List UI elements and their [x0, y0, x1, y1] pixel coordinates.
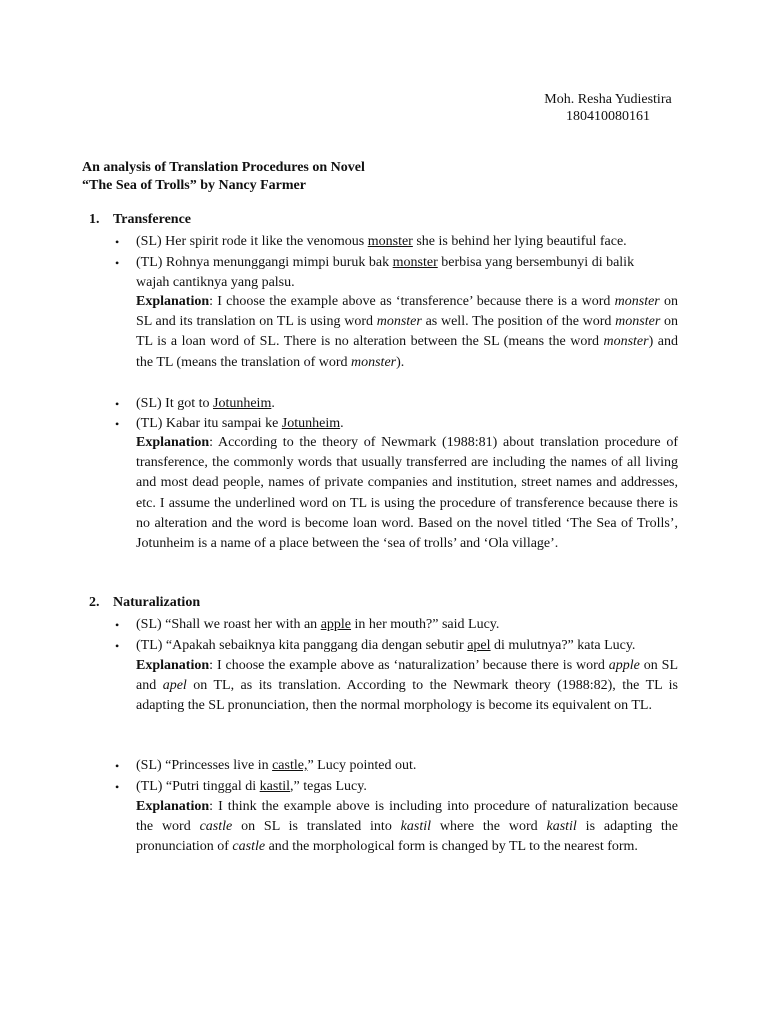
list-item-sl: • (SL) “Princesses live in castle,” Lucy pointed out. [115, 756, 683, 776]
explanation-label: Explanation [136, 435, 210, 450]
section-number: 2. [89, 595, 100, 610]
list-item-tl: • (TL) Rohnya menunggangi mimpi buruk bak monster berbisa yang bersembunyi di balik wajah cantiknya yang palsu. [115, 255, 635, 290]
section-number: 1. [89, 212, 100, 227]
underlined-term: kastil [259, 779, 290, 794]
explanation-paragraph: Explanation: I think the example above is including into procedure of naturalization because the word castle on SL is translated into kastil where the word kastil is adapting the pronunciation of castle and the morphological form is changed by TL to the nearest form. [136, 799, 679, 855]
title-line-1: An analysis of Translation Procedures on Novel [82, 160, 365, 175]
list-item-tl: • (TL) Kabar itu sampai ke Jotunheim. [115, 414, 683, 434]
author-name: Moh. Resha Yudiestira [544, 92, 672, 107]
underlined-term: monster [367, 234, 413, 249]
bullet-icon: • [115, 639, 120, 653]
underlined-term: castle, [272, 758, 308, 773]
underlined-term: apel [467, 638, 491, 653]
author-block [538, 91, 678, 125]
underlined-term: Jotunheim [281, 416, 341, 431]
underlined-term: monster [392, 255, 438, 270]
explanation-paragraph: Explanation: According to the theory of Newmark (1988:81) about translation procedure of transference, the commonly words that usually transferred are including the names of all living and most dead people, names of private companies and institution, street names and addresses, etc. I assume the underlined word on TL is using the procedure of transference because there is no alteration and the word is become loan word. Based on the novel titled ‘The Sea of Trolls’, Jotunheim is a name of a place between the ‘sea of trolls’ and ‘Ola village’. [136, 435, 678, 552]
section-title: Naturalization [113, 595, 201, 610]
bullet-icon: • [115, 235, 120, 249]
explanation-paragraph: Explanation: I choose the example above as ‘naturalization’ because there is word apple on SL and apel on TL, as its translation. According to the Newmark theory (1988:82), the TL is adapting the SL pronunciation, then the normal morphology is become its equivalent on TL. [136, 658, 678, 714]
underlined-term: Jotunheim [213, 396, 272, 411]
explanation-label: Explanation [136, 294, 210, 309]
document-title [82, 159, 365, 195]
bullet-icon: • [115, 780, 120, 794]
student-id: 180410080161 [566, 109, 650, 124]
section-heading-transference [89, 211, 191, 229]
list-item-tl: • (TL) “Apakah sebaiknya kita panggang dia dengan sebutir apel di mulutnya?” kata Lucy. [115, 636, 683, 656]
section-heading-naturalization [89, 594, 200, 612]
bullet-icon: • [115, 417, 120, 431]
list-item-sl: • (SL) It got to Jotunheim. [115, 394, 683, 414]
section-title: Transference [113, 212, 192, 227]
bullet-icon: • [115, 256, 120, 270]
bullet-icon: • [115, 759, 120, 773]
explanation-label: Explanation [136, 799, 210, 814]
title-line-2: “The Sea of Trolls” by Nancy Farmer [82, 178, 306, 193]
bullet-icon: • [115, 618, 120, 632]
list-item-sl: • (SL) “Shall we roast her with an apple in her mouth?” said Lucy. [115, 615, 683, 635]
bullet-icon: • [115, 397, 120, 411]
explanation-label: Explanation [136, 658, 210, 673]
underlined-term: apple [320, 617, 352, 632]
list-item-tl: • (TL) “Putri tinggal di kastil,” tegas Lucy. [115, 777, 683, 797]
explanation-paragraph: Explanation: I choose the example above as ‘transference’ because there is a word monster on SL and its translation on TL is using word monster as well. The position of the word monster on TL is a loan word of SL. There is no alteration between the SL (means the word monster) and the TL (means the translation of word monster). [136, 294, 679, 370]
list-item-sl: • (SL) Her spirit rode it like the venomous monster she is behind her lying beautiful face. [115, 232, 683, 252]
